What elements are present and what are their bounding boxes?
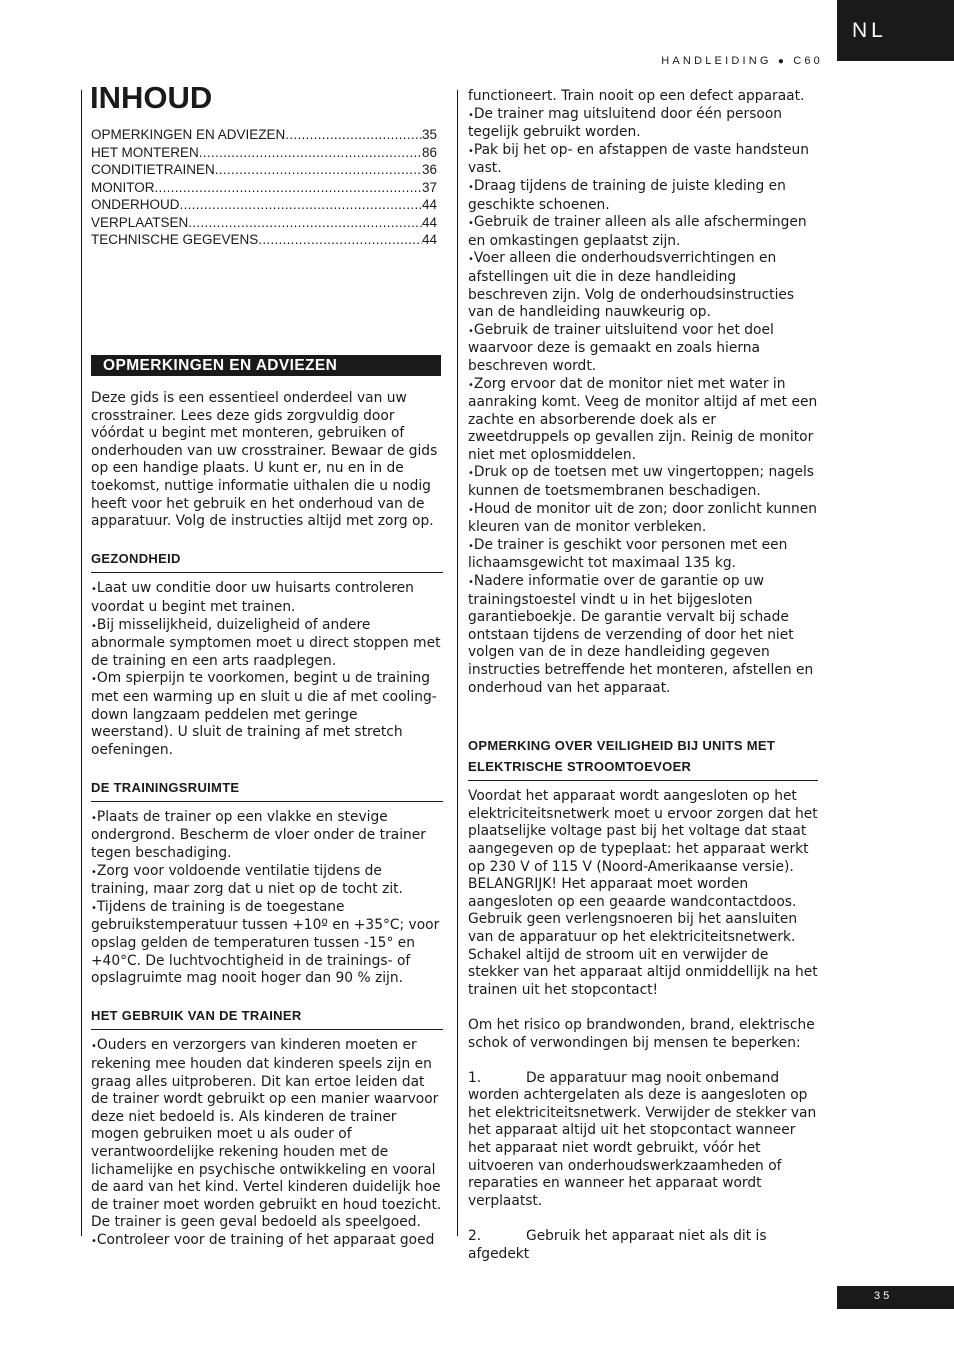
room-bullet: • Zorg voor voldoende ventilatie tijdens de training, maar zorg dat u niet op de tocht zit. <box>91 863 443 899</box>
safety-bullet: • Draag tijdens de training de juiste kleding en geschikte schoenen. <box>468 178 820 214</box>
electric-paragraph: Om het risico op brandwonden, brand, elektrische schok of verwondingen bij mensen te beperken: <box>468 1016 815 1051</box>
safety-bullet: • Druk op de toetsen met uw vingertoppen; nagels kunnen de toetsmembranen beschadigen. <box>468 464 820 500</box>
section-banner: OPMERKINGEN EN ADVIEZEN <box>91 355 441 376</box>
item-text: Gebruik het apparaat niet als dit is afgedekt <box>468 1228 767 1262</box>
toc-label: OPMERKINGEN EN ADVIEZEN <box>91 127 286 142</box>
health-bullet: • Laat uw conditie door uw huisarts controleren voordat u begint met trainen. <box>91 580 443 616</box>
health-bullet: • Bij misselijkheid, duizeligheid of andere abnormale symptomen moet u direct stoppen met de training en een arts raadplegen. <box>91 617 443 671</box>
electric-paragraph: Voordat het apparaat wordt aangesloten op het elektriciteitsnetwerk moet u ervoor zorgen dat het plaatselijke voltage past bij het voltage dat staat aangegeven op de typeplaat: het apparaat werkt op 230 V of 115 V (Noord-Amerikaanse versie). BELANGRIJK! Het apparaat moet worden aangesloten op een geaarde wandcontactdoos. Gebruik geen verlengsnoeren bij het aansluiten van de apparatuur op het elektriciteitsnetwerk. Schakel altijd de stroom uit en verwijder de stekker van het apparaat altijd onmiddellijk na het trainen uit het stopcontact! <box>468 788 818 998</box>
toc-entry[interactable] <box>91 214 437 232</box>
toc-label: CONDITIETRAINEN <box>91 162 215 177</box>
table-of-contents <box>91 126 437 249</box>
running-head-title: HANDLEIDING <box>661 55 772 67</box>
toc-page: 44 <box>421 232 437 247</box>
safety-bullet: • Zorg ervoor dat de monitor niet met water in aanraking komt. Veeg de monitor altijd af met een zachte en absorberende doek als er zweetdruppels op gevallen zijn. Reinig de monitor niet met oplosmiddelen. <box>468 376 820 465</box>
toc-entry[interactable] <box>91 231 437 249</box>
toc-label: VERPLAATSEN <box>91 214 189 230</box>
toc-leader <box>155 179 422 197</box>
safety-bullet: • Voer alleen die onderhoudsverrichtingen en afstellingen uit die in deze handleiding beschreven zijn. Volg de onderhoudsinstructies van de handleiding nauwkeurig op. <box>468 250 820 321</box>
toc-entry[interactable] <box>91 196 437 214</box>
item-number: 2. <box>468 1228 482 1245</box>
toc-page: 44 <box>421 197 437 212</box>
item-number: 1. <box>468 1069 482 1086</box>
item-text: De apparatuur mag nooit onbemand worden achtergelaten als deze is aangesloten op het elektriciteitsnetwerk. Verwijder de stekker van het apparaat altijd uit het stopcontact wanneer het apparaat niet wordt gebruikt, vóór het uitvoeren van onderhoudswerkzaamheden of reparaties en wanneer het apparaat wordt verplaatst. <box>468 1069 817 1209</box>
numbered-item <box>468 1070 820 1211</box>
toc-entry[interactable] <box>91 126 437 144</box>
language-tab: NL <box>837 0 954 61</box>
health-bullet: • Om spierpijn te voorkomen, begint u de training met een warming up en sluit u die af met cooling-down langzaam peddelen met geringe weerstand). U sluit de training af met stretch oefeningen. <box>91 670 443 759</box>
safety-bullet: • Pak bij het op- en afstappen de vaste handsteun vast. <box>468 142 820 178</box>
toc-label: ONDERHOUD <box>91 197 180 212</box>
safety-bullet: • De trainer mag uitsluitend door één persoon tegelijk gebruikt worden. <box>468 106 820 142</box>
left-column-body <box>91 390 443 1251</box>
safety-bullet: • De trainer is geschikt voor personen met een lichaamsgewicht tot maximaal 135 kg. <box>468 537 820 573</box>
page-title: INHOUD <box>90 80 213 115</box>
toc-leader <box>258 231 422 249</box>
toc-leader <box>215 161 422 179</box>
left-column-rule <box>81 90 82 1236</box>
use-bullet: • Controleer voor de training of het apparaat goed <box>91 1232 443 1251</box>
toc-entry[interactable] <box>91 161 437 179</box>
numbered-item <box>468 1228 820 1263</box>
room-bullet: • Plaats de trainer op een vlakke en stevige ondergrond. Bescherm de vloer onder de trainer tegen beschadiging. <box>91 809 443 863</box>
right-column-rule <box>457 90 458 1236</box>
room-heading: DE TRAININGSRUIMTE <box>91 777 443 802</box>
use-bullet: • Ouders en verzorgers van kinderen moeten er rekening mee houden dat kinderen speels zijn en graag alles uitproberen. Dit kan ertoe leiden dat de trainer wordt gebruikt op een manier waarvoor deze niet bedoeld is. Als kinderen de trainer mogen gebruiken moet u als ouder of verantwoordelijke rekening houden met de lichamelijke en psychische ontwikkeling en vooral de aard van het kind. Vertel kinderen duidelijk hoe de trainer moet worden gebruikt en houd toezicht. De trainer is geen geval bedoeld als speelgoed. <box>91 1037 443 1232</box>
toc-page: 35 <box>421 127 437 142</box>
toc-page: 86 <box>421 144 437 160</box>
bullet-icon: ● <box>777 56 784 67</box>
continuation-text: functioneert. Train nooit op een defect apparaat. <box>468 88 805 104</box>
safety-bullet: • Nadere informatie over de garantie op uw trainingstoestel vindt u in het bijgesloten garantieboekje. De garantie vervalt bij schade ontstaan tijdens de verzending of door het niet volgen van de in deze handleiding gegeven instructies betreffende het monteren, afstellen en onderhoud van het apparaat. <box>468 573 820 697</box>
use-heading: HET GEBRUIK VAN DE TRAINER <box>91 1005 443 1030</box>
running-head <box>661 55 823 67</box>
toc-leader <box>199 144 422 162</box>
toc-entry[interactable] <box>91 144 437 162</box>
toc-entry[interactable] <box>91 179 437 197</box>
toc-label: TECHNISCHE GEGEVENS <box>91 232 259 247</box>
toc-page: 36 <box>421 162 437 177</box>
toc-label: MONITOR <box>91 179 155 195</box>
right-column-body <box>468 88 820 1263</box>
safety-bullet: • Houd de monitor uit de zon; door zonlicht kunnen kleuren van de monitor verbleken. <box>468 501 820 537</box>
toc-leader <box>180 196 422 214</box>
room-bullet: • Tijdens de training is de toegestane gebruikstemperatuur tussen +10º en +35°C; voor opslag gelden de temperaturen tussen -15° en +40°C. De luchtvochtigheid in de trainings- of opslagruimte mag nooit hoger dan 90 % zijn. <box>91 899 443 988</box>
safety-bullet: • Gebruik de trainer alleen als alle afschermingen en omkastingen geplaatst zijn. <box>468 214 820 250</box>
safety-bullet: • Gebruik de trainer uitsluitend voor het doel waarvoor deze is gemaakt en zoals hierna beschreven wordt. <box>468 322 820 376</box>
toc-leader <box>285 126 422 144</box>
toc-leader <box>188 214 422 232</box>
toc-page: 44 <box>421 214 437 230</box>
health-heading: GEZONDHEID <box>91 548 443 573</box>
electric-safety-heading: OPMERKING OVER VEILIGHEID BIJ UNITS MET ELEKTRISCHE STROOMTOEVOER <box>468 735 818 781</box>
intro-paragraph: Deze gids is een essentieel onderdeel van uw crosstrainer. Lees deze gids zorgvuldig door vóórdat u begint met monteren, gebruiken of onderhouden van uw crosstrainer. Bewaar de gids op een handige plaats. U kunt er, nu en in de toekomst, nuttige informatie uithalen die u nodig heeft voor het gebruik en het onderhoud van de apparatuur. Volg de instructies altijd met zorg op. <box>91 390 438 530</box>
toc-label: HET MONTEREN <box>91 144 199 160</box>
running-head-model: C60 <box>793 55 823 67</box>
page-number: 35 <box>837 1286 954 1309</box>
toc-page: 37 <box>421 179 437 195</box>
